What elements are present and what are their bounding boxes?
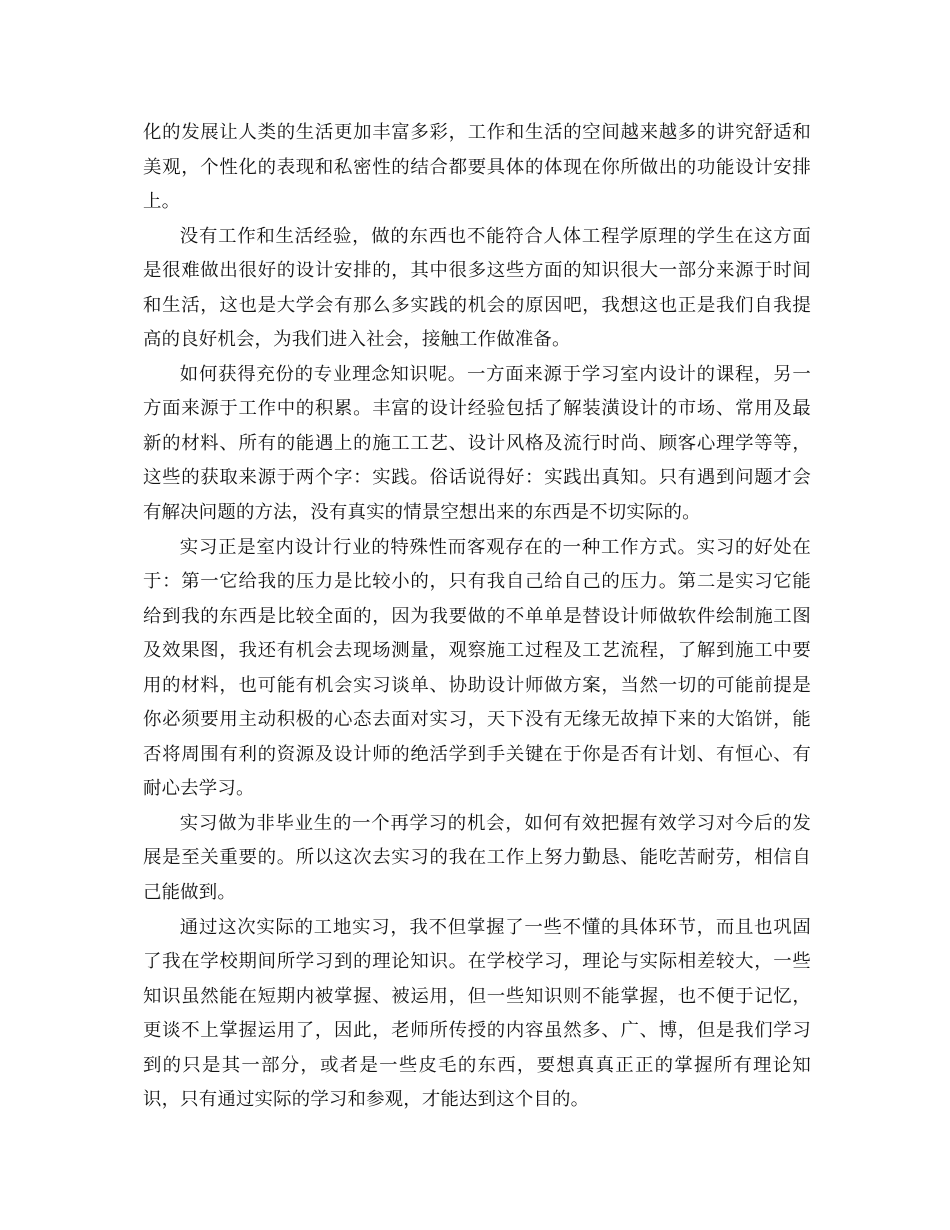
paragraph: 化的发展让人类的生活更加丰富多彩，工作和生活的空间越来越多的讲究舒适和美观，个性化的表现和私密性的结合都要具体的体现在你所做出的功能设计安排上。 bbox=[143, 122, 811, 213]
paragraph: 如何获得充份的专业理念知识呢。一方面来源于学习室内设计的课程，另一方面来源于工作中的积累。丰富的设计经验包括了解装潢设计的市场、常用及最新的材料、所有的能遇上的施工工艺、设计风格及流行时尚、顾客心理学等等，这些的获取来源于两个字：实践。俗话说得好：实践出真知。只有遇到问题才会有解决问题的方法，没有真实的情景空想出来的东西是不切实际的。 bbox=[143, 363, 811, 524]
paragraph: 通过这次实际的工地实习，我不但掌握了一些不懂的具体环节，而且也巩固了我在学校期间所学习到的理论知识。在学校学习，理论与实际相差较大，一些知识虽然能在短期内被掌握、被运用，但一些知识则不能掌握，也不便于记忆，更谈不上掌握运用了，因此，老师所传授的内容虽然多、广、博，但是我们学习到的只是其一部分，或者是一些皮毛的东西，要想真真正正的掌握所有理论知识，只有通过实际的学习和参观，才能达到这个目的。 bbox=[143, 916, 811, 1111]
paragraph: 实习做为非毕业生的一个再学习的机会，如何有效把握有效学习对今后的发展是至关重要的。所以这次去实习的我在工作上努力勤恳、能吃苦耐劳，相信自己能做到。 bbox=[143, 812, 811, 904]
document-body bbox=[143, 116, 811, 1118]
paragraph: 没有工作和生活经验，做的东西也不能符合人体工程学原理的学生在这方面是很难做出很好的设计安排的，其中很多这些方面的知识很大一部分来源于时间和生活，这也是大学会有那么多实践的机会的原因吧，我想这也正是我们自我提高的良好机会，为我们进入社会，接触工作做准备。 bbox=[143, 225, 811, 351]
paragraph: 实习正是室内设计行业的特殊性而客观存在的一种工作方式。实习的好处在于：第一它给我的压力是比较小的，只有我自己给自己的压力。第二是实习它能给到我的东西是比较全面的，因为我要做的不单单是替设计师做软件绘制施工图及效果图，我还有机会去现场测量，观察施工过程及工艺流程，了解到施工中要用的材料，也可能有机会实习谈单、协助设计师做方案，当然一切的可能前提是你必须要用主动积极的心态去面对实习，天下没有无缘无故掉下来的大馅饼，能否将周围有利的资源及设计师的绝活学到手关键在于你是否有计划、有恒心、有耐心去学习。 bbox=[143, 536, 811, 800]
